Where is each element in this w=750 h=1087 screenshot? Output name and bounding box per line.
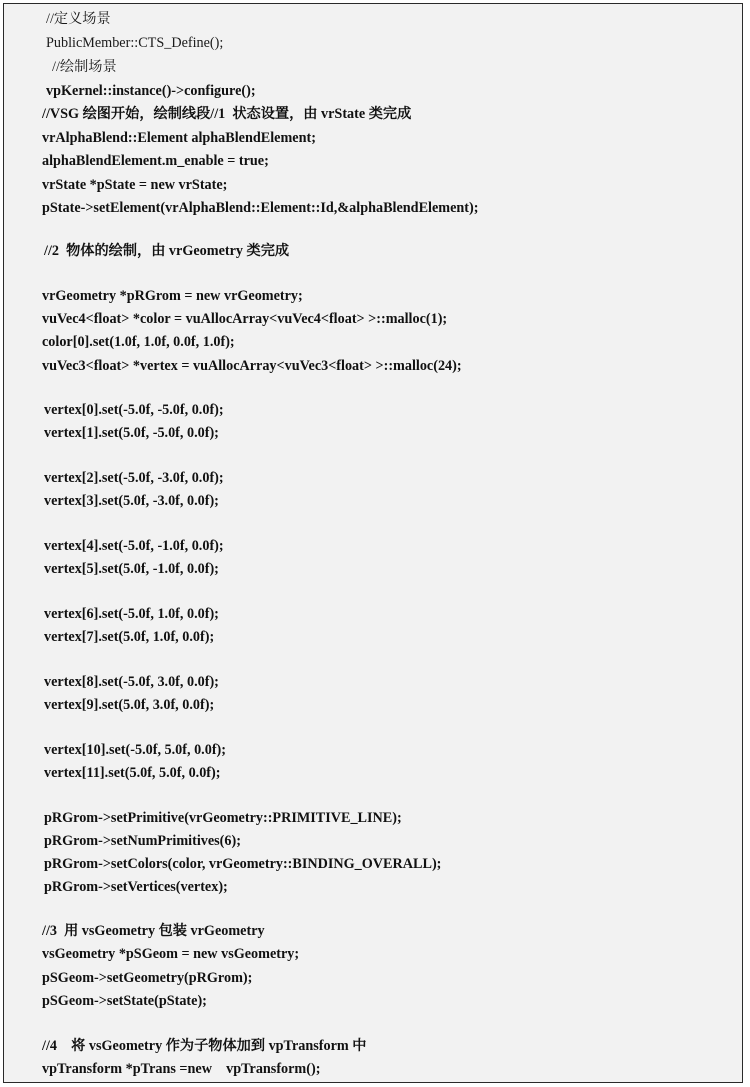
code-listing-frame xyxy=(3,3,743,1083)
code-line: vertex[11].set(5.0f, 5.0f, 0.0f); xyxy=(44,765,221,781)
code-line: vpTransform *pTrans =new vpTransform(); xyxy=(42,1061,321,1077)
code-line: pRGrom->setColors(color, vrGeometry::BINDING_OVERALL); xyxy=(44,856,442,872)
code-line: color[0].set(1.0f, 1.0f, 0.0f, 1.0f); xyxy=(42,334,235,350)
code-line: pRGrom->setPrimitive(vrGeometry::PRIMITIVE_LINE); xyxy=(44,810,402,826)
code-comment-line: //VSG 绘图开始，绘制线段//1 状态设置，由 vrState 类完成 xyxy=(42,106,412,122)
code-line: vsGeometry *pSGeom = new vsGeometry; xyxy=(42,946,300,962)
code-line: vuVec4<float> *color = vuAllocArray<vuVec4<float> >::malloc(1); xyxy=(42,311,448,327)
code-line: pSGeom->setGeometry(pRGrom); xyxy=(42,970,253,986)
code-line: vertex[5].set(5.0f, -1.0f, 0.0f); xyxy=(44,561,219,577)
code-line: pState->setElement(vrAlphaBlend::Element::Id,&alphaBlendElement); xyxy=(42,200,479,216)
code-line: vertex[6].set(-5.0f, 1.0f, 0.0f); xyxy=(44,606,219,622)
code-line: vertex[1].set(5.0f, -5.0f, 0.0f); xyxy=(44,425,219,441)
code-line: vrGeometry *pRGrom = new vrGeometry; xyxy=(42,288,303,304)
code-line: alphaBlendElement.m_enable = true; xyxy=(42,153,269,169)
code-line: pSGeom->setState(pState); xyxy=(42,993,207,1009)
code-comment-line: //绘制场景 xyxy=(52,59,117,75)
code-line: vrState *pState = new vrState; xyxy=(42,177,228,193)
code-comment-line: //2 物体的绘制，由 vrGeometry 类完成 xyxy=(44,243,290,259)
code-comment-line: //定义场景 xyxy=(46,11,111,27)
code-line: vertex[8].set(-5.0f, 3.0f, 0.0f); xyxy=(44,674,219,690)
code-line: PublicMember::CTS_Define(); xyxy=(46,35,224,51)
code-line: vuVec3<float> *vertex = vuAllocArray<vuVec3<float> >::malloc(24); xyxy=(42,358,462,374)
code-line: pRGrom->setVertices(vertex); xyxy=(44,879,228,895)
code-comment-line: //4 将 vsGeometry 作为子物体加到 vpTransform 中 xyxy=(42,1038,367,1054)
code-line: vertex[9].set(5.0f, 3.0f, 0.0f); xyxy=(44,697,215,713)
code-line: vertex[2].set(-5.0f, -3.0f, 0.0f); xyxy=(44,470,224,486)
code-line: pRGrom->setNumPrimitives(6); xyxy=(44,833,241,849)
code-line: vpKernel::instance()->configure(); xyxy=(46,83,256,99)
code-line: vertex[4].set(-5.0f, -1.0f, 0.0f); xyxy=(44,538,224,554)
code-line: vertex[0].set(-5.0f, -5.0f, 0.0f); xyxy=(44,402,224,418)
code-line: vertex[10].set(-5.0f, 5.0f, 0.0f); xyxy=(44,742,226,758)
code-comment-line: //3 用 vsGeometry 包装 vrGeometry xyxy=(42,923,265,939)
code-line: vrAlphaBlend::Element alphaBlendElement; xyxy=(42,130,316,146)
code-line: vertex[7].set(5.0f, 1.0f, 0.0f); xyxy=(44,629,215,645)
code-line: vertex[3].set(5.0f, -3.0f, 0.0f); xyxy=(44,493,219,509)
